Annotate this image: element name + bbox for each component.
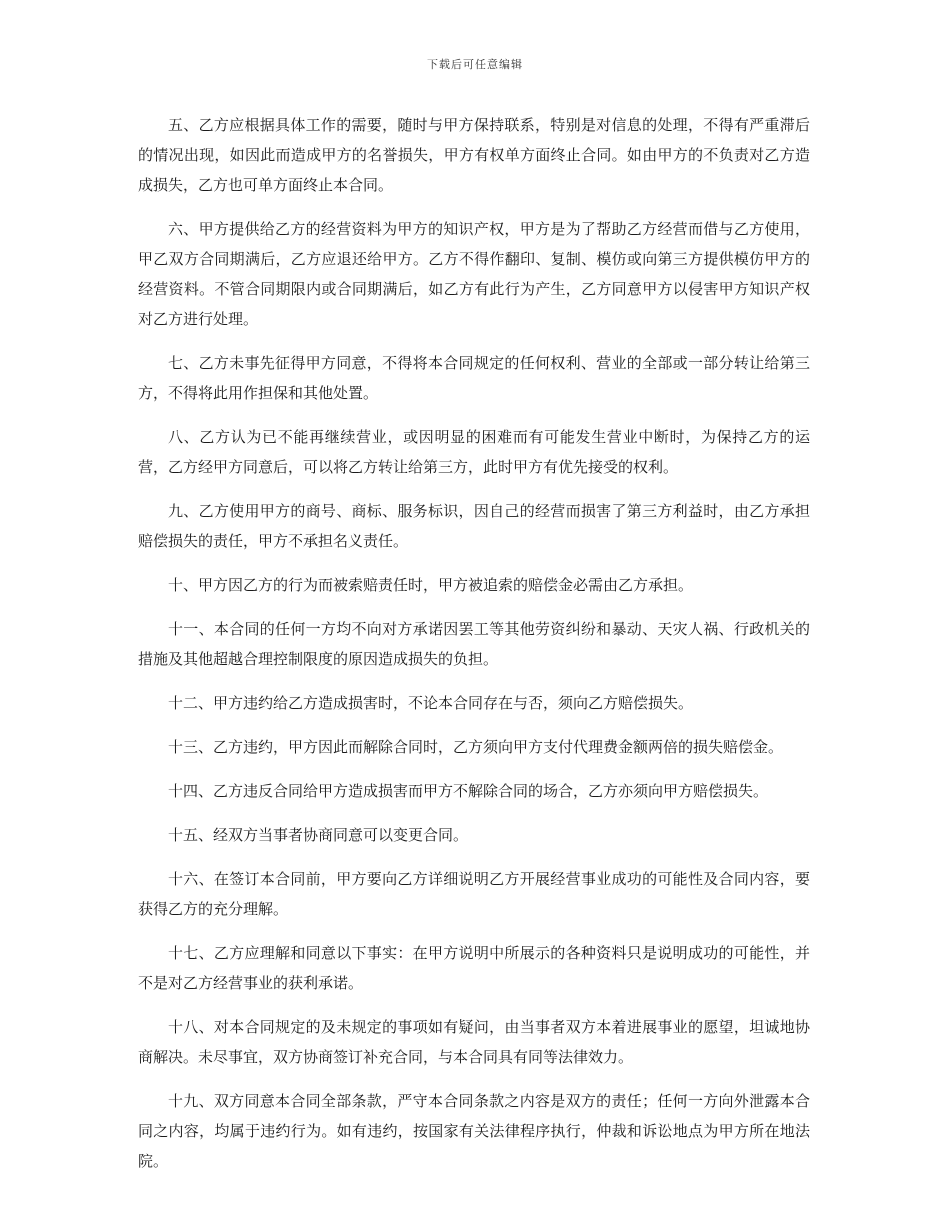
clause-17: 十七、乙方应理解和同意以下事实：在甲方说明中所展示的各种资料只是说明成功的可能性，并不是对乙方经营事业的获利承诺。	[138, 944, 810, 992]
clause-13: 十三、乙方违约，甲方因此而解除合同时，乙方须向甲方支付代理费金额两倍的损失赔偿金。	[168, 738, 784, 756]
clause-11: 十一、本合同的任何一方均不向对方承诺因罢工等其他劳资纠纷和暴动、天灾人祸、行政机关的措施及其他超越合理控制限度的原因造成损失的负担。	[138, 620, 810, 668]
clause-14: 十四、乙方违反合同给甲方造成损害而甲方不解除合同的场合，乙方亦须向甲方赔偿损失。	[168, 782, 769, 800]
clause-9: 九、乙方使用甲方的商号、商标、服务标识，因自己的经营而损害了第三方利益时，由乙方承担赔偿损失的责任，甲方不承担名义责任。	[138, 502, 810, 550]
clause-16: 十六、在签订本合同前，甲方要向乙方详细说明乙方开展经营事业成功的可能性及合同内容，要获得乙方的充分理解。	[138, 870, 810, 918]
clause-7: 七、乙方未事先征得甲方同意，不得将本合同规定的任何权利、营业的全部或一部分转让给第三方，不得将此用作担保和其他处置。	[138, 354, 810, 402]
clause-12: 十二、甲方违约给乙方造成损害时，不论本合同存在与否，须向乙方赔偿损失。	[168, 694, 694, 712]
clause-15: 十五、经双方当事者协商同意可以变更合同。	[168, 826, 469, 844]
document-body	[138, 110, 810, 1190]
clause-18: 十八、对本合同规定的及未规定的事项如有疑问，由当事者双方本着进展事业的愿望，坦诚地协商解决。未尽事宜，双方协商签订补充合同，与本合同具有同等法律效力。	[138, 1018, 810, 1066]
clause-19: 十九、双方同意本合同全部条款，严守本合同条款之内容是双方的责任；任何一方向外泄露本合同之内容，均属于违约行为。如有违约，按国家有关法律程序执行，仲裁和诉讼地点为甲方所在地法院。	[138, 1092, 810, 1170]
clause-10: 十、甲方因乙方的行为而被索赔责任时，甲方被追索的赔偿金必需由乙方承担。	[168, 576, 694, 594]
clause-8: 八、乙方认为已不能再继续营业，或因明显的困难而有可能发生营业中断时，为保持乙方的运营，乙方经甲方同意后，可以将乙方转让给第三方，此时甲方有优先接受的权利。	[138, 428, 810, 476]
clause-6: 六、甲方提供给乙方的经营资料为甲方的知识产权，甲方是为了帮助乙方经营而借与乙方使用，甲乙双方合同期满后，乙方应退还给甲方。乙方不得作翻印、复制、模仿或向第三方提供模仿甲方的经营资料。不管合同期限内或合同期满后，如乙方有此行为产生，乙方同意甲方以侵害甲方知识产权对乙方进行处理。	[138, 220, 810, 328]
page-header: 下载后可任意编辑	[427, 58, 523, 71]
clause-5: 五、乙方应根据具体工作的需要，随时与甲方保持联系，特别是对信息的处理，不得有严重滞后的情况出现，如因此而造成甲方的名誉损失，甲方有权单方面终止合同。如由甲方的不负责对乙方造成损失，乙方也可单方面终止本合同。	[138, 116, 810, 194]
